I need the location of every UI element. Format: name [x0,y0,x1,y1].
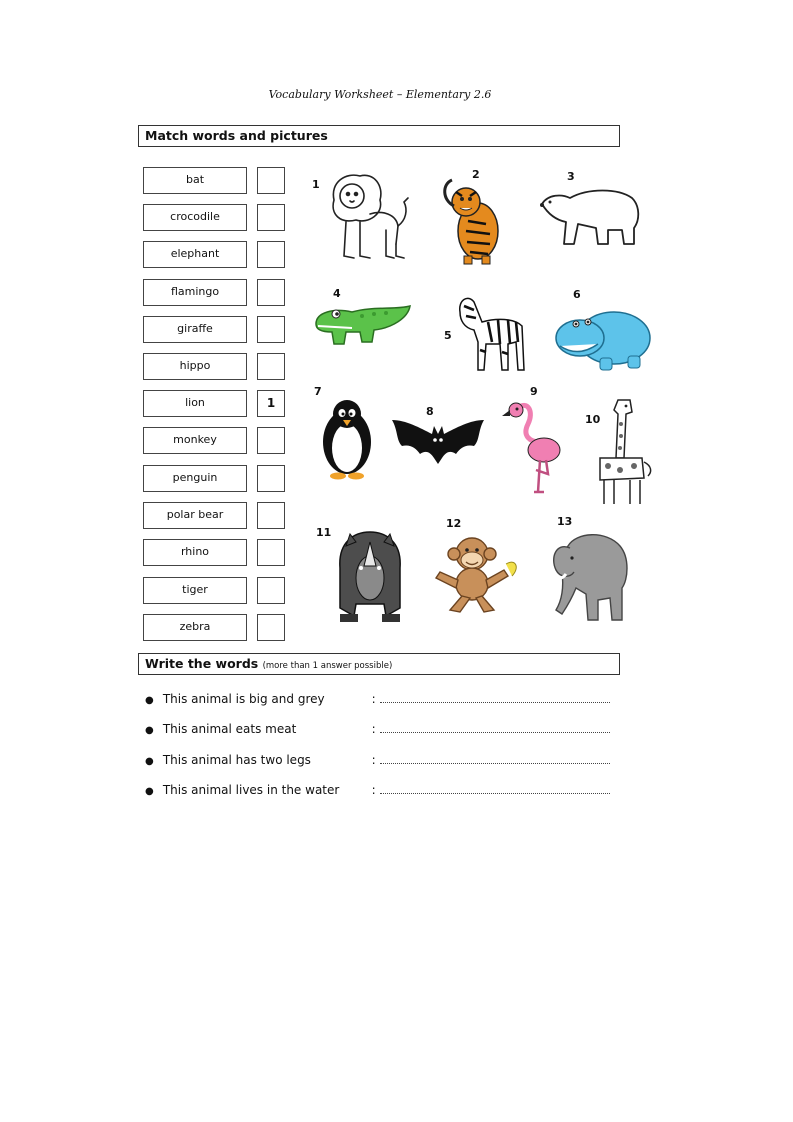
picture-number: 12 [446,517,462,530]
word-box: bat [143,167,247,194]
bullet-icon: ● [145,725,154,736]
question-row [145,692,610,706]
answer-line[interactable] [380,694,610,703]
flamingo-icon [500,398,564,498]
lion-icon [326,170,412,266]
write-section-heading [138,653,620,675]
picture-number: 10 [585,413,601,426]
answer-box[interactable] [257,279,285,306]
answer-box[interactable] [257,204,285,231]
picture-number: 7 [314,385,322,398]
answer-box[interactable] [257,502,285,529]
zebra-icon [452,292,532,374]
word-box: polar bear [143,502,247,529]
word-box: elephant [143,241,247,268]
question-text: This animal lives in the water [162,783,340,797]
crocodile-icon [312,298,414,350]
question-row [145,753,610,767]
answer-box[interactable] [257,316,285,343]
monkey-icon [432,532,522,616]
bullet-icon: ● [145,786,154,797]
polar-bear-icon [538,184,642,250]
word-box: zebra [143,614,247,641]
question-text: This animal has two legs [162,753,311,767]
rhino-icon [334,528,406,624]
answer-box[interactable] [257,539,285,566]
question-text: This animal eats meat [162,722,297,736]
picture-number: 11 [316,526,332,539]
picture-number: 5 [444,329,452,342]
answer-line[interactable] [380,785,610,794]
word-box: rhino [143,539,247,566]
question-separator: : [371,722,376,736]
bat-icon [390,418,486,468]
picture-number: 13 [557,515,573,528]
bullet-icon: ● [145,695,154,706]
word-box: tiger [143,577,247,604]
answer-box[interactable] [257,353,285,380]
picture-number: 3 [567,170,575,183]
answer-box[interactable] [257,427,285,454]
answer-box[interactable]: 1 [257,390,285,417]
word-box: crocodile [143,204,247,231]
penguin-icon [316,396,378,480]
answer-box[interactable] [257,577,285,604]
giraffe-icon [590,396,656,508]
word-box: penguin [143,465,247,492]
match-section-heading [138,125,620,147]
picture-number: 6 [573,288,581,301]
tiger-icon [440,176,510,266]
word-box: monkey [143,427,247,454]
bullet-icon: ● [145,756,154,767]
answer-box[interactable] [257,614,285,641]
picture-number: 2 [472,168,480,181]
picture-number: 9 [530,385,538,398]
picture-number: 4 [333,287,341,300]
question-separator: : [371,783,376,797]
picture-number: 1 [312,178,320,191]
worksheet-title: Vocabulary Worksheet – Elementary 2.6 [268,88,492,101]
question-row [145,783,610,797]
answer-line[interactable] [380,755,610,764]
question-separator: : [371,753,376,767]
question-text: This animal is big and grey [162,692,325,706]
elephant-icon [546,528,632,624]
word-box: lion [143,390,247,417]
hippo-icon [554,300,654,372]
word-box: flamingo [143,279,247,306]
word-box: giraffe [143,316,247,343]
word-box: hippo [143,353,247,380]
answer-box[interactable] [257,465,285,492]
answer-box[interactable] [257,167,285,194]
match-heading-text: Match words and pictures [145,128,328,143]
write-heading-note: (more than 1 answer possible) [262,661,393,671]
question-row [145,722,610,736]
answer-box[interactable] [257,241,285,268]
answer-line[interactable] [380,724,610,733]
picture-number: 8 [426,405,434,418]
write-heading-text: Write the words [145,656,259,671]
question-separator: : [371,692,376,706]
